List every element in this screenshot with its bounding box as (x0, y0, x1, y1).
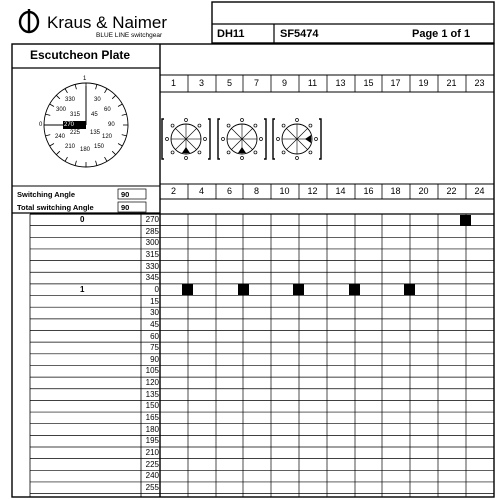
dial-tick (122, 135, 127, 136)
dial-label-30: 30 (94, 97, 101, 103)
angle-label: 195 (145, 436, 159, 446)
dial-label-300: 300 (56, 107, 67, 113)
contact-closed-marker (404, 284, 415, 295)
contact-closed-marker (238, 284, 249, 295)
dial-label-225: 225 (70, 130, 81, 136)
total-angle-label: Total switching Angle (17, 203, 94, 212)
terminal-label-bottom: 20 (418, 186, 429, 196)
terminal-label-top: 17 (390, 78, 401, 88)
terminal-label-bottom: 16 (363, 186, 374, 196)
switching-angle-value: 90 (121, 190, 130, 199)
angle-label: 285 (145, 226, 159, 236)
dial-tick (118, 144, 122, 147)
angle-label: 180 (145, 424, 159, 434)
terminal-label-bottom: 8 (253, 186, 259, 196)
terminal-label-bottom: 14 (335, 186, 346, 196)
terminal-label-top: 9 (281, 78, 287, 88)
dial-tick (50, 144, 54, 147)
switching-angle-label: Switching Angle (17, 190, 76, 199)
angle-label: 210 (145, 448, 159, 457)
drawing-number: SF5474 (280, 28, 319, 40)
dial-label-135: 135 (90, 130, 101, 136)
model-number: DH11 (217, 28, 245, 40)
dial-tick (96, 161, 97, 166)
dial-label-330: 330 (65, 97, 76, 103)
terminal-label-top: 5 (226, 78, 232, 88)
terminal-label-top: 7 (253, 78, 259, 88)
position-label: 1 (80, 284, 85, 294)
angle-label: 30 (150, 308, 159, 318)
angle-label: 150 (145, 401, 159, 411)
contact-closed-marker (293, 284, 304, 295)
dial-tick (122, 114, 127, 115)
dial-tick (56, 95, 60, 99)
angle-label: 330 (145, 261, 159, 271)
contact-symbol-1 (160, 111, 212, 167)
contact-closed-marker (182, 284, 193, 295)
dial-label-210: 210 (65, 144, 76, 150)
dial-tick (105, 89, 108, 93)
terminal-label-bottom: 12 (307, 186, 318, 196)
terminal-label-top: 19 (418, 78, 429, 88)
terminal-label-top: 21 (446, 78, 457, 88)
page-label: Page 1 of 1 (412, 28, 471, 40)
dial-label-150: 150 (94, 144, 105, 150)
dial-label-180: 180 (80, 147, 91, 153)
terminal-label-bottom: 22 (446, 186, 457, 196)
contact-symbol-2 (216, 111, 268, 167)
terminal-label-top: 3 (198, 78, 204, 88)
terminal-label-top: 11 (307, 78, 318, 88)
dial-tick (112, 95, 116, 99)
escutcheon-title: Escutcheon Plate (30, 48, 131, 62)
terminal-label-bottom: 6 (226, 186, 232, 196)
dial-tick (118, 104, 122, 107)
angle-label: 135 (145, 389, 159, 399)
terminal-label-bottom: 4 (198, 186, 204, 196)
angle-label: 90 (150, 354, 159, 364)
angle-label: 255 (145, 482, 159, 492)
dial-label-90: 90 (108, 122, 115, 128)
angle-label: 0 (154, 284, 159, 294)
terminal-label-top: 15 (363, 78, 374, 88)
angle-label: 15 (150, 296, 159, 306)
brand-tagline: BLUE LINE switchgear (96, 32, 163, 39)
dial-tick (105, 157, 108, 161)
contact-symbol-3 (271, 111, 323, 167)
dial-tick (96, 84, 97, 89)
dial-tick (65, 89, 68, 93)
dial-label-270: 270 (64, 122, 75, 128)
dial-tick (65, 157, 68, 161)
angle-label: 120 (145, 378, 159, 388)
terminal-label-bottom: 24 (474, 186, 485, 196)
dial-label-1: 1 (83, 76, 87, 82)
position-label: 0 (80, 215, 85, 224)
angle-label: 225 (145, 459, 159, 469)
angle-label: 75 (150, 343, 159, 353)
contact-closed-marker (460, 215, 471, 226)
angle-label: 105 (145, 366, 159, 376)
angle-label: 240 (145, 471, 159, 481)
dial-label-0: 0 (39, 122, 43, 128)
terminal-label-top: 13 (335, 78, 346, 88)
dial-tick (56, 151, 60, 155)
terminal-label-top: 1 (170, 78, 176, 88)
dial-tick (45, 135, 50, 136)
terminal-label-bottom: 2 (170, 186, 176, 196)
terminal-label-bottom: 18 (390, 186, 401, 196)
dial-label-45: 45 (91, 112, 98, 118)
angle-label: 45 (150, 319, 159, 329)
dial-label-60: 60 (104, 107, 111, 113)
kn-logo-icon (16, 8, 42, 34)
dial-tick (45, 114, 50, 115)
dial-tick (75, 161, 76, 166)
dial-tick (75, 84, 76, 89)
angle-label: 60 (150, 331, 159, 341)
total-angle-value: 90 (121, 203, 130, 212)
angle-label: 270 (145, 215, 159, 224)
dial-tick (50, 104, 54, 107)
angle-label: 345 (145, 273, 159, 283)
dial-label-240: 240 (55, 134, 66, 140)
angle-label: 165 (145, 413, 159, 423)
dial-label-120: 120 (102, 134, 113, 140)
contact-closed-marker (349, 284, 360, 295)
angle-label: 300 (145, 238, 159, 248)
terminal-label-top: 23 (474, 78, 485, 88)
brand-name: Kraus & Naimer (47, 13, 167, 32)
angle-label: 315 (145, 249, 159, 259)
dial-label-315: 315 (70, 112, 81, 118)
dial-tick (112, 151, 116, 155)
terminal-label-bottom: 10 (279, 186, 290, 196)
